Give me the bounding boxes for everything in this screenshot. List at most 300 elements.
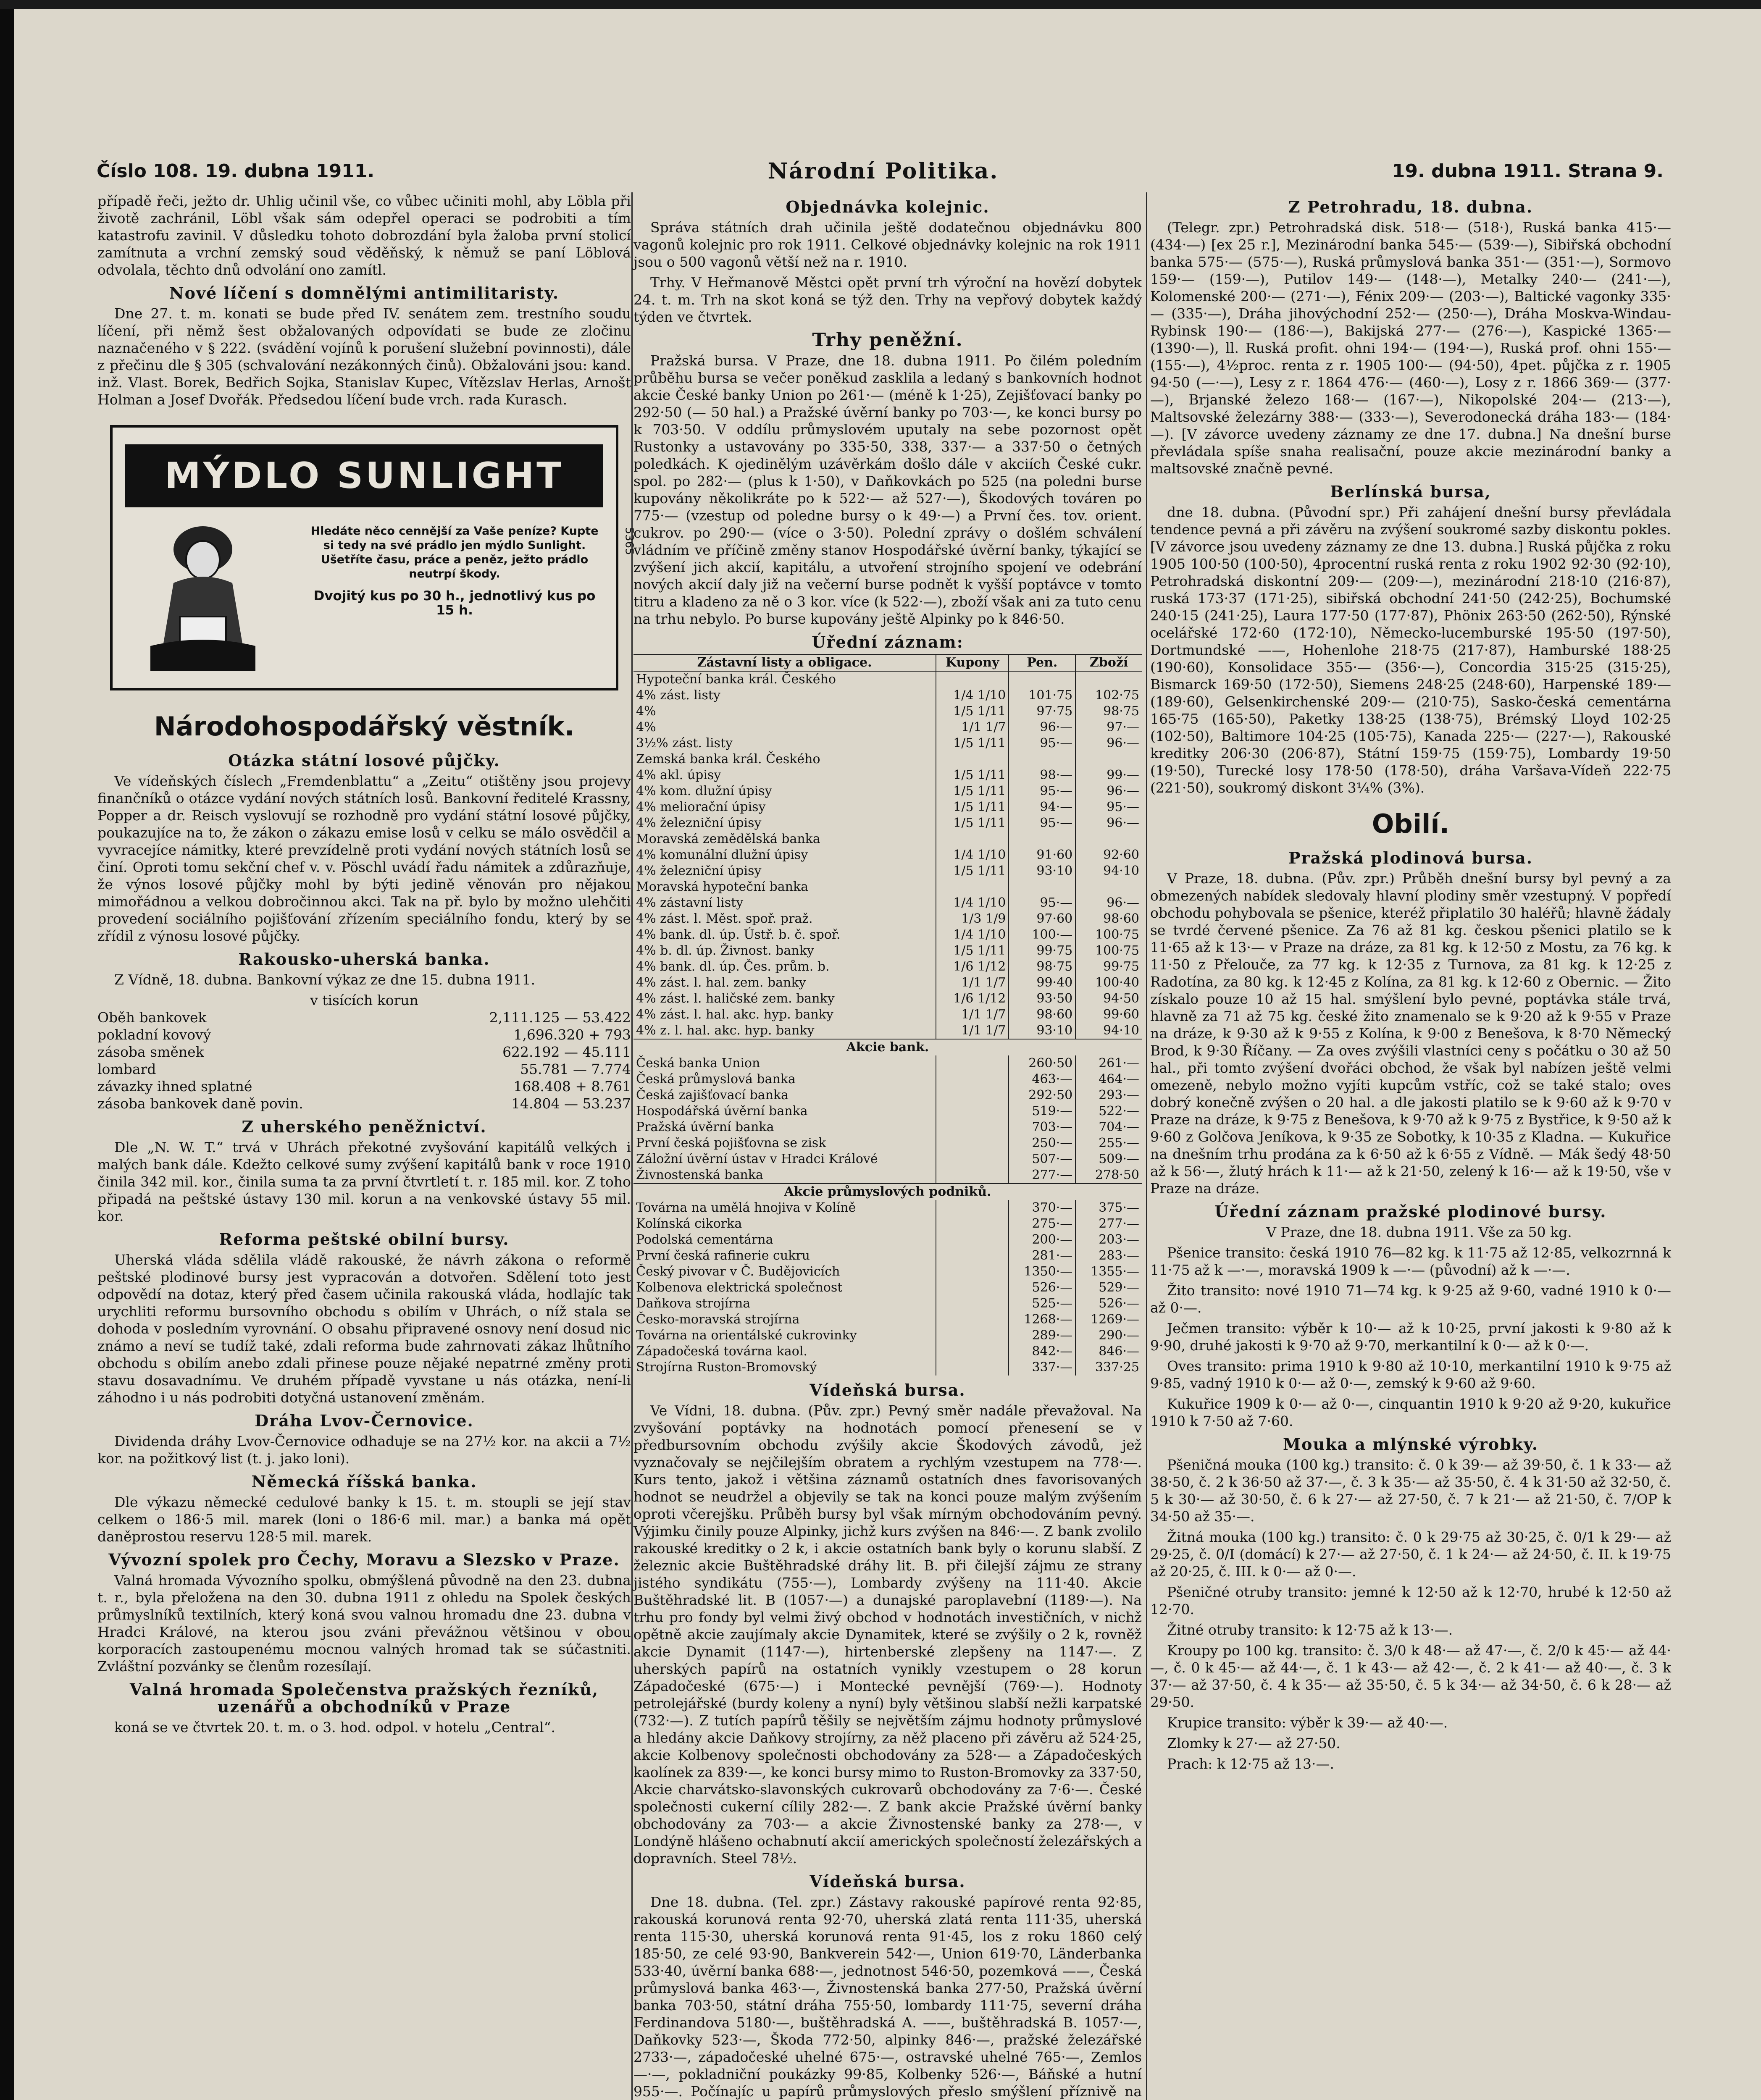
goods-quote: 509·— bbox=[1075, 1151, 1142, 1167]
table-row bbox=[633, 783, 1142, 799]
goods-quote bbox=[1075, 879, 1142, 895]
coupon-dates bbox=[936, 1135, 1009, 1151]
money-quote: 93·10 bbox=[1009, 863, 1075, 879]
goods-quote: 278·50 bbox=[1075, 1167, 1142, 1184]
money-quote: 277·— bbox=[1009, 1167, 1075, 1184]
scan-edge-left bbox=[0, 0, 14, 2100]
money-quote: 1268·— bbox=[1009, 1312, 1075, 1328]
bank-sign: — bbox=[564, 1095, 578, 1112]
table-row bbox=[633, 704, 1142, 719]
goods-quote: 97·— bbox=[1075, 719, 1142, 735]
bank-row bbox=[97, 1043, 631, 1060]
goods-quote: 96·— bbox=[1075, 735, 1142, 751]
coupon-dates bbox=[936, 879, 1009, 895]
table-row bbox=[633, 975, 1142, 991]
article-text: Kroupy po 100 kg. transito: č. 3/0 k 48·— až 47·—, č. 2/0 k 45·— až 44·—, č. 0 k 45·— až 44·—, č. 1 k 43·— až 42·—, č. 2 k 41·— až 40·—, č. 3 k 37·— až 37·50, č. 4 k 35·— až 35·50, č. 5 k 34·— až 34·50, č. 6 k 28·— až 29·50. bbox=[1150, 1642, 1671, 1710]
security-name: Moravská hypoteční banka bbox=[636, 879, 809, 894]
article-text: Dne 27. t. m. konati se bude před IV. senátem zem. trestního soudu líčení, při němž šest obžalovaných odpovídati se bude ze zločinu naznačeného v § 222. (svádění vojínů k porušení služební povinnosti), dále z přečinu dle § 305 (schvalování nezákonných činů). Obžalováni jsou: kand. inž. Vlast. Borek, Bedřich Sojka, Stanislav Kupec, Vítězslav Herlas, Arnošt Holman a Josef Dvořák. Předsedou líčení bude vrch. rada Kurasch. bbox=[97, 305, 631, 408]
security-name: Pražská úvěrní banka bbox=[636, 1120, 774, 1134]
money-quote: 99·75 bbox=[1009, 943, 1075, 959]
bank-sign: — bbox=[564, 1009, 578, 1026]
bank-item: pokladní kovový bbox=[97, 1026, 211, 1043]
security-name: Česká banka Union bbox=[636, 1056, 760, 1071]
coupon-dates bbox=[936, 1360, 1009, 1376]
money-quote: 95·— bbox=[1009, 895, 1075, 911]
article-heading: Pražská plodinová bursa. bbox=[1288, 848, 1533, 867]
table-subheading: Akcie bank. bbox=[633, 1039, 1142, 1055]
article-text: Žitná mouka (100 kg.) transito: č. 0 k 29·75 až 30·25, č. 0/1 k 29·— až 29·25, č. 0/I (domácí) k 27·— až 27·50, č. 1 k 24·— až 24·50, č. II. k 19·75 až 20·25, č. III. k 0·— až 0·—. bbox=[1150, 1529, 1671, 1580]
money-quote: 95·— bbox=[1009, 735, 1075, 751]
column-header-goods: Zboží bbox=[1075, 654, 1142, 671]
table-row bbox=[633, 1312, 1142, 1328]
goods-quote: 98·75 bbox=[1075, 704, 1142, 719]
table-row bbox=[633, 751, 1142, 767]
table-row bbox=[633, 1328, 1142, 1344]
money-quote: 519·— bbox=[1009, 1103, 1075, 1119]
bank-item: zásoba bankovek daně povin. bbox=[97, 1095, 303, 1112]
table-row bbox=[633, 1344, 1142, 1360]
coupon-dates: 1/1 1/7 bbox=[936, 1023, 1009, 1039]
bank-statement-unit: v tisících korun bbox=[310, 992, 418, 1008]
bank-sign: + bbox=[588, 1026, 600, 1043]
money-quote: 275·— bbox=[1009, 1216, 1075, 1232]
coupon-dates: 1/4 1/10 bbox=[936, 927, 1009, 943]
article-text: Prach: k 12·75 až 13·—. bbox=[1167, 1756, 1334, 1772]
table-row bbox=[633, 815, 1142, 831]
coupon-dates bbox=[936, 1071, 1009, 1087]
table-row bbox=[633, 1151, 1142, 1167]
table-row bbox=[633, 863, 1142, 879]
bank-row bbox=[97, 1095, 631, 1112]
table-row bbox=[633, 831, 1142, 847]
coupon-dates bbox=[936, 1151, 1009, 1167]
article-heading: Objednávka kolejnic. bbox=[786, 197, 990, 216]
article-text: Dle výkazu německé cedulové banky k 15. t. m. stoupli se její stav celkem o 186·5 mil. marek (loni o 186·6 mil. mar.) a banka má opět daněprostou reservu 128·5 mil. marek. bbox=[97, 1494, 631, 1545]
money-quote: 100·— bbox=[1009, 927, 1075, 943]
goods-quote: 102·75 bbox=[1075, 688, 1142, 704]
security-name: Továrna na orientálské cukrovinky bbox=[636, 1328, 857, 1343]
coupon-dates: 1/6 1/12 bbox=[936, 991, 1009, 1007]
coupon-dates: 1/5 1/11 bbox=[936, 783, 1009, 799]
goods-quote: 98·60 bbox=[1075, 911, 1142, 927]
money-quote: 98·— bbox=[1009, 767, 1075, 783]
coupon-dates: 1/5 1/11 bbox=[936, 735, 1009, 751]
money-quote bbox=[1009, 831, 1075, 847]
column-header-coupons: Kupony bbox=[936, 654, 1009, 671]
security-name: 4% komunální dlužní úpisy bbox=[636, 848, 808, 862]
coupon-dates bbox=[936, 1055, 1009, 1071]
security-name: Záložní úvěrní ústav v Hradci Králové bbox=[636, 1152, 878, 1166]
money-quote: 507·— bbox=[1009, 1151, 1075, 1167]
security-name: 4% z. l. hal. akc. hyp. banky bbox=[636, 1023, 815, 1038]
goods-quote: 1269·— bbox=[1075, 1312, 1142, 1328]
goods-quote: 92·60 bbox=[1075, 847, 1142, 863]
goods-quote: 283·— bbox=[1075, 1248, 1142, 1264]
money-quote: 93·10 bbox=[1009, 1023, 1075, 1039]
money-quote: 91·60 bbox=[1009, 847, 1075, 863]
coupon-dates bbox=[936, 671, 1009, 688]
article-text: koná se ve čtvrtek 20. t. m. o 3. hod. odpol. v hotelu „Central“. bbox=[114, 1719, 555, 1735]
security-name: 4% zást. l. hal. zem. banky bbox=[636, 975, 806, 990]
article-heading: Otázka státní losové půjčky. bbox=[228, 751, 500, 770]
article-text: Pšeničná mouka (100 kg.) transito: č. 0 k 39·— až 39·50, č. 1 k 33·— až 38·50, č. 2 k 36·50 až 37·—, č. 3 k 35·— až 35·50, č. 4 k 31·50 až 32·50, č. 5 k 30·— až 30·50, č. 6 k 27·— až 27·50, č. 7 k 21·— až 21·50, č. 7/OP k 34·50 až 35·—. bbox=[1150, 1457, 1671, 1525]
goods-quote: 94·10 bbox=[1075, 1023, 1142, 1039]
coupon-dates: 1/4 1/10 bbox=[936, 895, 1009, 911]
coupon-dates: 1/5 1/11 bbox=[936, 815, 1009, 831]
coupon-dates bbox=[936, 1200, 1009, 1216]
coupon-dates bbox=[936, 1264, 1009, 1280]
goods-quote: 100·75 bbox=[1075, 943, 1142, 959]
security-name: 4% bbox=[636, 720, 656, 735]
security-name: 3½% zást. listy bbox=[636, 736, 733, 751]
goods-quote: 99·— bbox=[1075, 767, 1142, 783]
article-heading: Vídeňská bursa. bbox=[810, 1381, 966, 1399]
article-heading: Rakousko-uherská banka. bbox=[238, 950, 490, 969]
table-row bbox=[633, 1200, 1142, 1216]
money-quote: 260·50 bbox=[1009, 1055, 1075, 1071]
money-quote: 99·40 bbox=[1009, 975, 1075, 991]
goods-quote: 99·75 bbox=[1075, 959, 1142, 975]
bank-row bbox=[97, 1009, 631, 1026]
article-heading: Nové líčení s domnělými antimilitaristy. bbox=[169, 284, 560, 302]
article-text: Z Vídně, 18. dubna. Bankovní výkaz ze dne 15. dubna 1911. bbox=[114, 971, 536, 988]
security-name: Český pivovar v Č. Budějovicích bbox=[636, 1264, 840, 1279]
bank-row bbox=[97, 1060, 631, 1078]
article-text: Správa státních drah učinila ještě dodatečnou objednávku 800 vagonů kolejnic pro rok 1911. Celkové objednávky kolejnic na rok 1911 jsou o 500 vagonů větší než na r. 1910. bbox=[633, 219, 1142, 270]
article-heading: Z uherského peněžnictví. bbox=[242, 1117, 487, 1136]
bank-change: 53.237 bbox=[582, 1095, 631, 1112]
money-quote: 703·— bbox=[1009, 1119, 1075, 1135]
article-text: Ječmen transito: výběr k 10·— až k 10·25, první jakosti k 9·80 až k 9·90, druhé jakosti k 9·70 až 9·70, merkantilní k 0·— až k 0·—. bbox=[1150, 1320, 1671, 1354]
coupon-dates: 1/4 1/10 bbox=[936, 847, 1009, 863]
security-name: 4% zást. l. haličské zem. banky bbox=[636, 991, 835, 1006]
article-heading: Berlínská bursa, bbox=[1330, 482, 1491, 501]
bank-value: 168.408 bbox=[513, 1078, 571, 1095]
article-text: Ve vídeňských číslech „Fremdenblattu“ a „Zeitu“ otištěny jsou projevy finančníků o otázce vydání nových státních losů. Bankovní ředitelé Krassny, Popper a dr. Reisch vyslovují se rozhodně pro vydání státní losové půjčky, poukazujíce na to, že zákon o zákazu emise losů v celku se málo osvědčil a vyvracejíce námitky, které prevzídelně proti vydání nových státních losů se činí. Oproti tomu sekční chef v. v. Pöschl uvádí řadu námitek a zdůrazňuje, že výnos losové půjčky mohl by býti jedině věnován pro nějakou mimořádnou a velkou dobročinnou akci. Tak na př. bylo by možno ulehčiti provedení sociálního pojišťování zřízením speciálního fondu, který by se zřídil z výnosu losové půjčky. bbox=[97, 773, 631, 944]
security-name: Strojírna Ruston-Bromovský bbox=[636, 1360, 817, 1375]
table-row bbox=[633, 959, 1142, 975]
running-head bbox=[97, 156, 1664, 186]
coupon-dates bbox=[936, 1232, 1009, 1248]
bank-item: lombard bbox=[97, 1061, 156, 1077]
official-record-title: Úřední záznam: bbox=[812, 633, 964, 651]
coupon-dates bbox=[936, 1344, 1009, 1360]
coupon-dates bbox=[936, 1216, 1009, 1232]
security-name: Továrna na umělá hnojiva v Kolíně bbox=[636, 1200, 856, 1215]
article-text: Valná hromada Vývozního spolku, obmýšlená původně na den 23. dubna t. r., byla přeložena na den 30. dubna 1911 z ohledu na Spolek českých průmyslníků textilních, který koná svou valnou hromadu dne 23. dubna v Hradci Králové, na kterou jsou zváni převážnou většinou v obou korporacích zastoupenému mocnou valných hromad tak se súčastniti. Zvláštní pozvánky se členům rozesílají. bbox=[97, 1572, 631, 1675]
ad-slogan: Hledáte něco cennější za Vaše peníze? Kupte si tedy na své prádlo jen mýdlo Sunlight. Ušetříte času, práce a peněz, ježto prádlo neutrpí škody. bbox=[310, 525, 599, 580]
article-heading: Reforma peštské obilní bursy. bbox=[219, 1230, 510, 1249]
goods-quote: 290·— bbox=[1075, 1328, 1142, 1344]
money-quote: 526·— bbox=[1009, 1280, 1075, 1296]
article-text: Žito transito: nové 1910 71—74 kg. k 9·25 až 9·60, vadné 1910 k 0·— až 0·—. bbox=[1150, 1282, 1671, 1316]
table-row bbox=[633, 1119, 1142, 1135]
security-name: 4% železniční úpisy bbox=[636, 816, 762, 830]
security-name: Kolínská cikorka bbox=[636, 1216, 742, 1231]
money-quote: 525·— bbox=[1009, 1296, 1075, 1312]
ad-copy bbox=[310, 524, 599, 617]
goods-quote: 704·— bbox=[1075, 1119, 1142, 1135]
money-quote: 281·— bbox=[1009, 1248, 1075, 1264]
coupon-dates bbox=[936, 1087, 1009, 1103]
table-row bbox=[633, 1264, 1142, 1280]
coupon-dates: 1/5 1/11 bbox=[936, 863, 1009, 879]
table-row bbox=[633, 1103, 1142, 1119]
issue-number: Číslo 108. 19. dubna 1911. bbox=[97, 160, 375, 182]
money-quote: 94·— bbox=[1009, 799, 1075, 815]
money-quote: 250·— bbox=[1009, 1135, 1075, 1151]
coupon-dates: 1/1 1/7 bbox=[936, 719, 1009, 735]
article-text: Pšenice transito: česká 1910 76—82 kg. k 11·75 až 12·85, velkozrnná k 11·75 až k —·—, moravská 1909 k —·— (původní) až k —·—. bbox=[1150, 1244, 1671, 1278]
bank-item: zásoba směnek bbox=[97, 1044, 204, 1060]
article-text: Kukuřice 1909 k 0·— až 0·—, cinquantin 1910 k 9·20 až 9·20, kukuřice 1910 k 7·50 až 7·60. bbox=[1150, 1396, 1671, 1429]
table-row bbox=[633, 688, 1142, 704]
money-quote: 95·— bbox=[1009, 783, 1075, 799]
table-row bbox=[633, 1135, 1142, 1151]
coupon-dates bbox=[936, 1296, 1009, 1312]
security-name: 4% bank. dl. úp. Čes. prům. b. bbox=[636, 959, 830, 974]
money-quote: 97·75 bbox=[1009, 704, 1075, 719]
goods-quote: 529·— bbox=[1075, 1280, 1142, 1296]
table-row bbox=[633, 911, 1142, 927]
security-name: Česká průmyslová banka bbox=[636, 1072, 796, 1087]
article-heading: Dráha Lvov-Černovice. bbox=[255, 1411, 474, 1430]
table-row bbox=[633, 927, 1142, 943]
bank-sign: + bbox=[575, 1078, 587, 1095]
goods-quote: 96·— bbox=[1075, 815, 1142, 831]
bank-statement bbox=[97, 1009, 631, 1112]
goods-quote: 255·— bbox=[1075, 1135, 1142, 1151]
security-name: 4% bbox=[636, 704, 656, 719]
ad-code: 5365 bbox=[623, 527, 636, 555]
table-row bbox=[633, 943, 1142, 959]
article-heading: Vídeňská bursa. bbox=[810, 1872, 966, 1891]
goods-quote: 277·— bbox=[1075, 1216, 1142, 1232]
coupon-dates bbox=[936, 751, 1009, 767]
table-row bbox=[633, 719, 1142, 735]
article-text: V Praze, 18. dubna. (Pův. zpr.) Průběh dnešní bursy byl pevný a za obmezených nabídek sledovaly hlavní plodiny směr vzestupný. V popředí obchodu pohybovala se pšenice, kteréž připlatilo 30 haléřů; hlavně žádaly se tvrdé červené pšenice. Za 76 až 81 kg. českou pšenici platilo se k 11·65 až k 13·— v Praze na dráze, za 81 kg. k 12·50 z Mostu, za 76 kg. k 11·50 z Přelouče, za 77 kg. k 12·35 z Turnova, za 81 kg. k 12·25 z Radotína, za 80 kg. k 12·45 z Kolína, za 81 kg. k 12·60 z Obernic. — Žito získalo pouze 10 až 15 hal. smýšlení bylo pevné, poptávka stále trvá, hlavně za 71 až 75 kg. české žito znamenalo se k 9·20 až k 9·55 v Praze na dráze, k 9·30 až k 9·55 z Kolína, k 9·00 z Benešova, k 8·70 Německý Brod, k 9·30 Říčany. — Za oves zvýšili vlastníci ceny s počátku o 30 až 50 hal., při tomto zvýšení dvořáci obchod, že však byl nabízen ještě velmi omezeně, nebylo možno vyjíti kupcům vstříc, což se také stalo; oves dobrý konečně zvýšen o 20 hal. a dle jakosti platilo se k 9·60 až k 9·70 v Praze na dráze, k 9·75 z Benešova, k 9·70 až k 9·75 z Bystřice, k 9·50 až k 9·60 z Golčova Jeníkova, k 9·35 ze Sobotky, k 10·35 z Kladna. — Kukuřice na dnešním trhu prodána za k 6·50 až k 6·55 z Vídně. — Mák šedý 48·50 až k 56·—, žlutý hrách k 11·— až k 21·50, zelený k 16·— až k 19·50, vše v Praze na dráze. bbox=[1150, 870, 1671, 1197]
bank-value: 622.192 bbox=[502, 1044, 560, 1060]
bond-quotes-table bbox=[633, 654, 1142, 1376]
article-text: případě řeči, ježto dr. Uhlig učinil vše, co vůbec učiniti mohl, aby Löbla při životě zachránil, Löbl však sám odepřel operaci se podrobiti a tím katastrofu zavinil. V důsledku tohoto dobrozdání byla žaloba první stolicí zamítnuta a vrchní zemský soud věděňský, k němuž se paní Löblová odvolala, těchto dnů odvolání ono zamítl. bbox=[97, 193, 631, 278]
coupon-dates: 1/5 1/11 bbox=[936, 704, 1009, 719]
article-text: Oves transito: prima 1910 k 9·80 až 10·10, merkantilní 1910 k 9·75 až 9·85, vadný 1910 k 0·— až 0·—, zemský k 9·60 až 9·60. bbox=[1150, 1358, 1671, 1391]
article-text: Žitné otruby transito: k 12·75 až k 13·—. bbox=[1167, 1622, 1453, 1638]
ad-brand: MÝDLO SUNLIGHT bbox=[125, 444, 603, 507]
article-text: Dle „N. W. T.“ trvá v Uhrách překotné zvyšování kapitálů velkých i malých bank dále. Kdežto celkové sumy zvýšení kapitálů bank v roce 1910 činila 342 mil. kor., činila suma ta za první čtvrtletí t. r. 185 mil. kor. Z toho připadá na peštské ústavy 130 mil. korun a na venkovské ústavy 55 mil. kor. bbox=[97, 1139, 631, 1224]
article-text: Dne 18. dubna. (Tel. zpr.) Zástavy rakouské papírové renta 92·85, rakouská korunová renta 92·70, uherská zlatá renta 111·35, uherská renta 115·30, uherská korunová renta 91·45, los z roku 1860 celý 185·50, ze celé 93·90, Bankverein 542·—, Union 619·70, Länderbanka 533·40, úvěrní banka 688·—, jednotnost 546·50, pozemková ——, Česká průmyslová banka 463·—, Živnostenská banka 277·50, Pražská úvěrní banka 703·50, státní dráha 755·50, lombardy 111·75, severní dráha Ferdinandova 5180·—, buštěhradská A. ——, buštěhradská B. 1057·—, Daňkovky 523·—, Škoda 772·50, alpinky 846·—, pražské železářské 2733·—, západočeské uhelné 675·—, ostravské uhelné 765·—, Zemlos —·—, pokladniční poukázky 99·85, Kolbenky 526·—, Báňské a hutní 955·—. Počínajíc u papírů průmyslových přeslo smýšlení příznivě na bbox=[633, 1894, 1142, 2100]
goods-quote bbox=[1075, 751, 1142, 767]
bank-row bbox=[97, 1026, 631, 1043]
article-text: Zlomky k 27·— až 27·50. bbox=[1167, 1735, 1340, 1751]
coupon-dates bbox=[936, 1248, 1009, 1264]
table-row bbox=[633, 735, 1142, 751]
goods-quote: 293·— bbox=[1075, 1087, 1142, 1103]
article-text: Pšeničné otruby transito: jemné k 12·50 až k 12·70, hrubé k 12·50 až 12·70. bbox=[1150, 1584, 1671, 1617]
washerwoman-illustration bbox=[134, 520, 272, 675]
security-name: 4% zást. l. Měst. spoř. praž. bbox=[636, 911, 813, 926]
goods-quote: 203·— bbox=[1075, 1232, 1142, 1248]
security-name: 4% akl. úpisy bbox=[636, 768, 721, 782]
bank-value: 1,696.320 bbox=[513, 1026, 584, 1043]
coupon-dates: 1/1 1/7 bbox=[936, 975, 1009, 991]
goods-quote: 464·— bbox=[1075, 1071, 1142, 1087]
article-text: (Telegr. zpr.) Petrohradská disk. 518·— (518·), Ruská banka 415·— (434·—) [ex 25 r.], Mezinárodní banka 545·— (539·—), Sibiřská obchodní banka 575·— (575·—), Ruská průmyslová banka 351·— (351·—), Sormovo 159·— (159·—), Putilov 149·— (148·—), Metalky 240·— (241·—), Kolomenské 200·— (271·—), Fénix 209·— (203·—), Baltické vagonky 335·— (335·—), Dráha jihovýchodní 252·— (250·—), Dráha Moskva-Windau-Rybinsk 190·— (186·—), Bakijská 277·— (276·—), Kaspické 1365·— (1390·—), ll. Ruská profit. ohni 194·— (194·—), Ruská prof. ohni 155·— (155·—), 4½proc. renta z r. 1905 100·— (94·50), 4pet. půjčka z r. 1905 94·50 (—·—), Lesy z r. 1864 476·— (460·—), Losy z r. 1866 369·— (377·—), Brjanské železo 168·— (167·—), Nikopolské 204·— (213·—), Maltsovské železárny 388·— (333·—), Severodonecká dráha 183·— (184·—). [V závorce uvedeny záznamy ze dne 17. dubna.] Na dnešní burse převládala spíše snaha realisační, pouze akcie mezinárodní banky a maltsovské značně pevné. bbox=[1150, 219, 1671, 477]
bank-change: 53.422 bbox=[582, 1009, 631, 1026]
money-quote bbox=[1009, 879, 1075, 895]
column-rule-2 bbox=[1146, 192, 1147, 2100]
goods-quote: 94·10 bbox=[1075, 863, 1142, 879]
table-row bbox=[633, 671, 1142, 688]
bank-sign: — bbox=[573, 1061, 587, 1077]
bank-sign: — bbox=[564, 1044, 578, 1060]
table-row bbox=[633, 1007, 1142, 1023]
money-quote: 337·— bbox=[1009, 1360, 1075, 1376]
goods-quote: 95·— bbox=[1075, 799, 1142, 815]
security-name: Živnostenská banka bbox=[636, 1168, 763, 1182]
money-quote: 93·50 bbox=[1009, 991, 1075, 1007]
money-quote: 98·75 bbox=[1009, 959, 1075, 975]
money-quote: 98·60 bbox=[1009, 1007, 1075, 1023]
article-heading: Úřední záznam pražské plodinové bursy. bbox=[1214, 1202, 1607, 1221]
security-name: 4% železniční úpisy bbox=[636, 864, 762, 878]
bank-change: 45.111 bbox=[582, 1044, 631, 1060]
table-row bbox=[633, 1071, 1142, 1087]
bank-row bbox=[97, 1078, 631, 1095]
table-row bbox=[633, 1296, 1142, 1312]
table-row bbox=[633, 1087, 1142, 1103]
money-quote: 463·— bbox=[1009, 1071, 1075, 1087]
coupon-dates bbox=[936, 1167, 1009, 1184]
coupon-dates: 1/6 1/12 bbox=[936, 959, 1009, 975]
goods-quote: 261·— bbox=[1075, 1055, 1142, 1071]
coupon-dates bbox=[936, 1312, 1009, 1328]
security-name: 4% bank. dl. úp. Ústř. b. č. spoř. bbox=[636, 927, 841, 942]
money-quote bbox=[1009, 751, 1075, 767]
goods-quote: 522·— bbox=[1075, 1103, 1142, 1119]
security-name: Česká zajišťovací banka bbox=[636, 1088, 789, 1102]
ad-price: Dvojitý kus po 30 h., jednotlivý kus po 15 h. bbox=[313, 588, 596, 618]
table-row bbox=[633, 1216, 1142, 1232]
goods-quote: 100·75 bbox=[1075, 927, 1142, 943]
column-rule-1 bbox=[631, 192, 633, 2100]
coupon-dates: 1/5 1/11 bbox=[936, 767, 1009, 783]
money-quote: 842·— bbox=[1009, 1344, 1075, 1360]
goods-quote: 96·— bbox=[1075, 895, 1142, 911]
article-heading: Trhy peněžní. bbox=[812, 329, 963, 351]
table-row bbox=[633, 1023, 1142, 1039]
security-name: 4% zást. l. hal. akc. hyp. banky bbox=[636, 1007, 833, 1022]
security-name: 4% kom. dlužní úpisy bbox=[636, 784, 772, 798]
security-name: 4% b. dl. úp. Živnost. banky bbox=[636, 943, 814, 958]
security-name: Podolská cementárna bbox=[636, 1232, 773, 1247]
table-row bbox=[633, 1055, 1142, 1071]
article-text: Dividenda dráhy Lvov-Černovice odhaduje se na 27½ kor. na akcii a 7½ kor. na požitkový list (t. j. jako loni). bbox=[97, 1433, 631, 1467]
security-name: Moravská zemědělská banka bbox=[636, 832, 820, 846]
money-quote bbox=[1009, 671, 1075, 688]
article-text: Krupice transito: výběr k 39·— až 40·—. bbox=[1167, 1714, 1448, 1731]
coupon-dates: 1/5 1/11 bbox=[936, 799, 1009, 815]
article-text: V Praze, dne 18. dubna 1911. Vše za 50 kg. bbox=[1266, 1224, 1572, 1240]
article-text: Ve Vídni, 18. dubna. (Pův. zpr.) Pevný směr nadále převažoval. Na zvyšování poptávky na hodnotách pomocí přenesení se v předbursovním obchodu zvýšily akcie Škodových závodů, jež vyznačovaly se nejčilejším obratem a rychlým vzestupem na 778·—. Kurs tento, jakož i většina záznamů ostatních dnes favorisovaných hodnot se neudržel a objevily se tak na konci pouze malým zvýšením oproti včerejšku. Průběh bursy byl však mírným obchodováním pevný. Výjimku činily pouze Alpinky, jichž kurs zvýšen na 846·—. Z bank zvolilo rakouské kreditky o 2 k, i akcie ostatních bank byly o korunu slabší. Z železnic akcie Buštěhradské dráhy lit. B. při čilejší zájmu ze strany jistého syndikátu (755·—), Lombardy zvýšeny na 111·40. Akcie Buštěhradské lit. B (1057·—) a dunajské paroplavební (1189·—). Na trhu pro fondy byl velmi živý obchod v hodnotách investičních, v nichž opětně akcie zaujímaly akcie Dynamitek, které se zvýšily o 2 k, rovněž akcie Dynamit (1147·—), hirtenberské zlepšeny na 1147·—. Z uherských papírů na ostatních vynikly vzestupem o 28 korun Západočeské (675·—) i Montecké pevnější (769·—). Hodnoty petrolejářské (burdy koleny a nyní) byly většinou slabší nežli karpatské (732·—). Z tutích papírů těšily se největším zájmu hodnoty průmyslové a hledány akcie Daňkovy strojírny, za něž placeno při závěru až 524·25, akcie Kolbenovy společnosti obchodovány za 528·— a Západočeských kaolínek za 839·—, ke konci bursy mimo to Ruston-Bromovky za 337·50, Akcie charvátsko-slavonských cukrovarů obchodovány za 7·6·—. České společnosti cukerní cílily 282·—. Z bank akcie Pražské úvěrní banky obchodovány za 703·— a akcie Živnostenské banky za 278·—, v Londýně hlášeno ochabnutí akcií amerických společností železářských a dopravních. Steel 78½. bbox=[633, 1402, 1142, 1866]
column-middle bbox=[633, 192, 1142, 2100]
article-heading: Valná hromada Společenstva pražských řezníků, uzenářů a obchodníků v Praze bbox=[129, 1680, 599, 1716]
masthead-title: Národní Politika. bbox=[767, 158, 999, 184]
money-quote: 95·— bbox=[1009, 815, 1075, 831]
bank-value: 2,111.125 bbox=[489, 1009, 560, 1026]
security-name: Hypoteční banka král. Českého bbox=[636, 672, 836, 687]
money-quote: 200·— bbox=[1009, 1232, 1075, 1248]
security-name: Česko-moravská strojírna bbox=[636, 1312, 800, 1327]
security-name: Kolbenova elektrická společnost bbox=[636, 1280, 843, 1295]
goods-quote: 99·60 bbox=[1075, 1007, 1142, 1023]
goods-quote: 526·— bbox=[1075, 1296, 1142, 1312]
bank-value: 14.804 bbox=[511, 1095, 560, 1112]
article-text: dne 18. dubna. (Původní spr.) Při zahájení dnešní bursy převládala tendence pevná a při závěru na zvýšení soukromé sazby diskontu pokles. [V závorce jsou uvedeny záznamy ze dne 13. dubna.] Ruská půjčka z roku 1905 100·50 (100·50), 4procentní ruská renta z roku 1902 92·30 (92·10), Petrohradská diskontní 209·— (209·—), mezinárodní 218·10 (216·87), ruská 173·37 (171·25), sibiřská obchodní 241·50 (242·25), Bochumské 240·15 (241·25), Laura 177·50 (177·87), Phönix 263·50 (262·50), Rýnské ocelářské 172·60 (172·10), Německo-lucemburské 195·50 (197·50), Dortmundské ——, Hohenlohe 218·75 (217·87), Hamburské 188·25 (190·60), Konsolidace 355·— (356·—), Concordia 315·25 (315·25), Bismarck 169·50 (172·50), Siemens 248·25 (248·60), Harpenské 189·— (189·60), Gelsenkirchenské 209·— (210·75), Sasko-česká cementárna 165·75 (165·50), Paketky 138·25 (138·75), Brémský Lloyd 102·25 (102·50), Baltimore 104·25 (105·75), Kanada 225·— (227·—), Rakouské kreditky 206·30 (206·87), Státní 159·75 (159·75), Lombardy 19·50 (19·50), Turecké losy 178·50 (178·50), dráha Varšava-Vídeň 222·75 (221·50), soukromý diskont 3¼% (3%). bbox=[1150, 504, 1671, 796]
coupon-dates: 1/1 1/7 bbox=[936, 1007, 1009, 1023]
table-row bbox=[633, 991, 1142, 1007]
table-row bbox=[633, 799, 1142, 815]
table-row bbox=[633, 1248, 1142, 1264]
table-row bbox=[633, 1280, 1142, 1296]
goods-quote bbox=[1075, 831, 1142, 847]
money-quote: 289·— bbox=[1009, 1328, 1075, 1344]
bank-item: Oběh bankovek bbox=[97, 1009, 207, 1026]
money-quote: 101·75 bbox=[1009, 688, 1075, 704]
coupon-dates bbox=[936, 1280, 1009, 1296]
bank-change: 7.774 bbox=[591, 1061, 631, 1077]
sunlight-soap-ad bbox=[110, 425, 636, 690]
goods-quote bbox=[1075, 671, 1142, 688]
scan-edge-top bbox=[0, 0, 1761, 9]
table-row bbox=[633, 895, 1142, 911]
column-right bbox=[1150, 192, 1671, 2100]
money-quote: 96·— bbox=[1009, 719, 1075, 735]
security-name: Zemská banka král. Českého bbox=[636, 752, 820, 766]
security-name: První česká rafinerie cukru bbox=[636, 1248, 810, 1263]
coupon-dates: 1/5 1/11 bbox=[936, 943, 1009, 959]
money-quote: 97·60 bbox=[1009, 911, 1075, 927]
table-row bbox=[633, 847, 1142, 863]
article-heading: Německá říšská banka. bbox=[251, 1472, 477, 1491]
article-heading: Vývozní spolek pro Čechy, Moravu a Slezsko v Praze. bbox=[108, 1550, 620, 1569]
security-name: 4% zástavní listy bbox=[636, 895, 744, 910]
goods-quote: 1355·— bbox=[1075, 1264, 1142, 1280]
page-number: 19. dubna 1911. Strana 9. bbox=[1392, 160, 1664, 182]
money-quote: 370·— bbox=[1009, 1200, 1075, 1216]
coupon-dates bbox=[936, 1103, 1009, 1119]
goods-quote: 100·40 bbox=[1075, 975, 1142, 991]
goods-quote: 337·25 bbox=[1075, 1360, 1142, 1376]
bank-item: závazky ihned splatné bbox=[97, 1078, 252, 1095]
table-row bbox=[633, 1360, 1142, 1376]
table-subheading: Akcie průmyslových podniků. bbox=[633, 1184, 1142, 1200]
table-row bbox=[633, 1232, 1142, 1248]
article-text: Trhy. V Heřmanově Městci opět první trh výroční na hovězí dobytek 24. t. m. Trh na skot koná se týž den. Trhy na vepřový dobytek každý týden ve čtvrtek. bbox=[633, 274, 1142, 325]
article-text: Pražská bursa. V Praze, dne 18. dubna 1911. Po čilém poledním průběhu bursa se večer poněkud zasklila a ledaný s bankovních hodnot akcie České banky Union po 261·— (méně k 1·25), Zejišťovací banky po 292·50 (— 50 hal.) a Pražské úvěrní banky po 703·—, ke konci bursy po k 703·50. V oddílu průmyslovém uputaly na sebe pozornost opět Rustonky a ustavovány po 335·50, 338, 337·— a 337·50 o četných poledkách. K ojedinělým uzávěrkám došlo dále v akciích České cukr. spol. po 282·— (plus k 1·50), v Daňkovkách po 525 (na poledni burse kupovány několikráte po k 522·— až 527·—), Škodových továren po 775·— (vzestup od poledne bursy o k 49·—) a První čes. tov. orient. cukrov. po 290·— (více o 3·50). Polední zprávy o došlém schválení vládním ve příčině změny stanov Hospodářské úvěrní banky, týkající se zvýšení jich akcií, kapitálu, a utvoření strojního spojení ve odebrání nových akcií daly již na večerní burse podnět k vyšší poptávce v tomto titru a kladeno za ně o 3 kor. více (k 522·—), zboží však ani za tuto cenu na trhu nebylo. Po burse kupovány ještě Alpinky po k 846·50. bbox=[633, 352, 1142, 627]
coupon-dates: 1/3 1/9 bbox=[936, 911, 1009, 927]
coupon-dates: 1/4 1/10 bbox=[936, 688, 1009, 704]
money-quote: 292·50 bbox=[1009, 1087, 1075, 1103]
coupon-dates bbox=[936, 1328, 1009, 1344]
security-name: Hospodářská úvěrní banka bbox=[636, 1104, 808, 1118]
article-heading: Mouka a mlýnské výrobky. bbox=[1283, 1435, 1538, 1454]
bank-value: 55.781 bbox=[520, 1061, 569, 1077]
goods-quote: 375·— bbox=[1075, 1200, 1142, 1216]
bank-change: 793 bbox=[605, 1026, 631, 1043]
section-title: Obilí. bbox=[1372, 808, 1450, 839]
security-name: 4% zást. listy bbox=[636, 688, 720, 703]
